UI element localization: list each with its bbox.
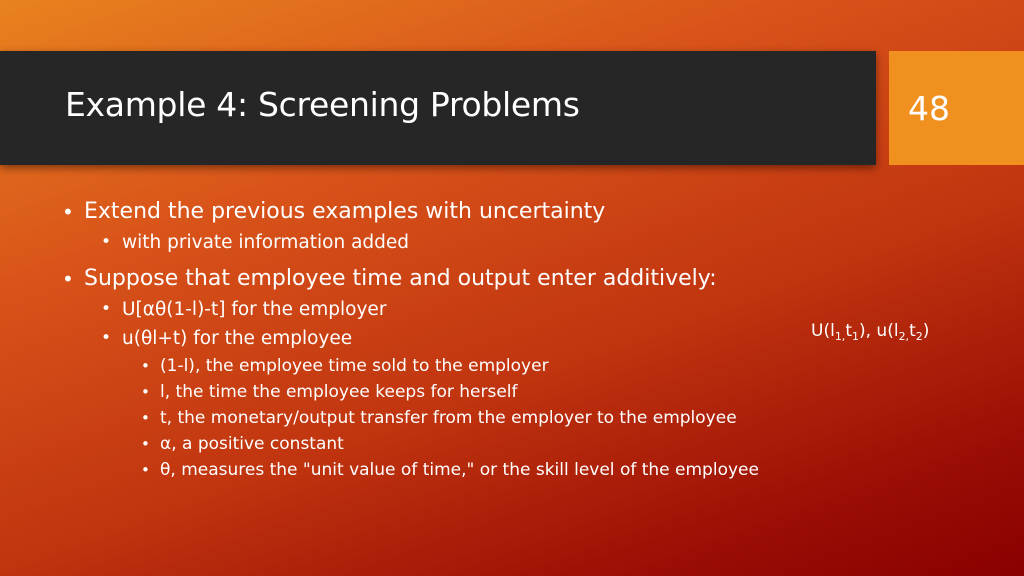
bullet-text: U[αθ(1-l)-t] for the employer	[122, 299, 387, 320]
bullet-text: with private information added	[122, 232, 410, 253]
slide-number: 48	[908, 89, 950, 128]
note-subscript: 2	[915, 330, 923, 343]
note-subscript: 1,	[834, 330, 846, 343]
note-part: )	[922, 321, 930, 341]
note-part: U(l	[811, 321, 835, 341]
bullet-dot: •	[62, 267, 74, 291]
bullet-dot: •	[141, 357, 150, 375]
bullet-dot: •	[62, 200, 74, 224]
bullet-dot: •	[101, 232, 112, 252]
bullet-dot: •	[141, 461, 150, 479]
note-subscript: 2,	[898, 330, 910, 343]
bullet-text: Extend the previous examples with uncertainty	[84, 199, 606, 224]
note-subscript: 1	[851, 330, 859, 343]
bullet-text: α, a positive constant	[160, 434, 344, 454]
slide-title: Example 4: Screening Problems	[65, 85, 580, 124]
bullet-text: u(θl+t) for the employee	[122, 328, 353, 349]
bullet-dot: •	[141, 383, 150, 401]
bullet-text: t, the monetary/output transfer from the employer to the employee	[160, 408, 737, 428]
note-part: t	[909, 321, 916, 341]
note-part: t	[845, 321, 852, 341]
bullet-text: (1-l), the employee time sold to the employer	[160, 356, 549, 376]
bullet-dot: •	[101, 328, 112, 348]
note-part: ), u(l	[858, 321, 899, 341]
bullet-text: Suppose that employee time and output enter additively:	[84, 266, 717, 291]
utility-notation	[811, 321, 929, 343]
bullet-text: θ, measures the "unit value of time," or the skill level of the employee	[160, 460, 759, 480]
bullet-text: l, the time the employee keeps for herself	[160, 382, 518, 402]
bullet-dot: •	[101, 299, 112, 319]
bullet-dot: •	[141, 435, 150, 453]
bullet-dot: •	[141, 409, 150, 427]
